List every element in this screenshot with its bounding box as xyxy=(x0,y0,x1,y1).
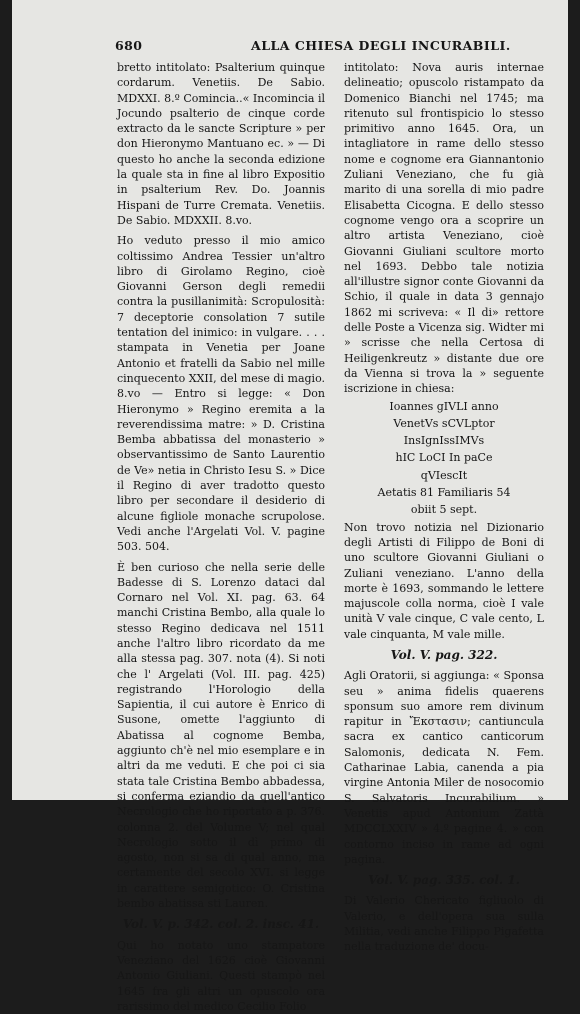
running-title: ALLA CHIESA DEGLI INCURABILI. xyxy=(251,38,511,53)
body-paragraph: intitolato: Nova auris internae delineatio; opuscolo ristampato da Domenico Bianchi nel 1745; ma ritenuto sul frontispicio lo stesso primitivo anno 1645. Ora, un intagliatore in rame dello stesso nome e cognome era Giannantonio Zuliani Veneziano, che fu già marito di una sorella di mio padre Elisabetta Cicogna. E dello stesso cognome vengo ora a scoprire un altro artista Veneziano, cioè Giovanni Giuliani scultore morto nel 1693. Debbo tale notizia all'illustre signor conte Giovanni da Schio, il quale in data 3 gennajo 1862 mi scriveva: « Il di» rettore delle Poste a Vicenza sig. Widter mi » scrisse che nella Certosa di Heiligenkreutz » distante due ore da Vienna si trova la » seguente iscrizione in chiesa: xyxy=(344,61,544,396)
body-paragraph: bretto intitolato: Psalterium quinque cordarum. Venetiis. De Sabio. MDXXI. 8.º Comincia..« Incomincia il Jocundo psalterio de cinque corde extracto da le sancte Scripture » per don Hieronymo Mantuano ec. » — Di questo ho anche la seconda edizione la quale sta in fine al libro Expositio in psalterium Rev. Do. Joannis Hispani de Turre Cremata. Venetiis. De Sabio. MDXXII. 8.vo. xyxy=(117,61,325,227)
inscription-line: hIC LoCI In paCe xyxy=(395,451,493,465)
inscription-line: Ioannes gIVLI anno xyxy=(389,399,499,413)
left-column xyxy=(117,60,325,1014)
inscription-line: Aetatis 81 Familiaris 54 xyxy=(377,486,511,500)
inscription-line: qVIescIt xyxy=(420,468,468,482)
right-column xyxy=(344,60,544,955)
body-paragraph: Agli Oratorii, si aggiunga: « Sponsa seu » anima fidelis quaerens sponsum suo amore rem divinum rapitur in Ἔκστασιν; cantiuncula sacra ex cantico canticorum Salomonis, dedicata N. Fem. Catharinae Labia, canenda a pia virgine Antonia Miler de nosocomio S. Salvatoris Incurabilium. » Venetiis apud Antonium Zattà MDCCLXXIV » 4.º pagine 4. » con contorno inciso in rame ad ogni pagina. xyxy=(344,669,544,866)
body-paragraph: Di Valerio Chericato figliuolo di Valerio, e dell'opera sua sulla Militia, vedi anche Filippo Pigafetta nella traduzione de' docu- xyxy=(344,894,544,954)
body-paragraph: Qui ho notato uno stampatore Veneziano del 1626 cioè Giovanni Antonio Giuliani. Questi stampò nel 1645 fra gli altri un opuscolo ora rarissimo del medico Cecilio Folio xyxy=(117,938,325,1013)
inscription-line: obiit 5 sept. xyxy=(410,503,478,517)
section-reference-heading: Vol. V. p. 342. col. 2. insc. 41. xyxy=(122,917,320,932)
body-paragraph: È ben curioso che nella serie delle Badesse di S. Lorenzo dataci dal Cornaro nel Vol. XI. pag. 63. 64 manchi Cristina Bembo, alla quale lo stesso Regino dedicava nel 1511 anche l'altro libro ricordato da me alla stessa pag. 307. nota (4). Si noti che l' Argelati (Vol. III. pag. 425) registrando l'Horologio della Sapientia, il cui autore è Enrico di Susone, omette l'aggiunto di Abatissa al cognome Bemba, aggiunto ch'è nel mio esemplare e in altri da me veduti. E che poi ci sia stata tale Cristina Bembo abbadessa, si conferma eziandio da quell'antico Necrologio che ho riportato a p. 376. colonna 2. del Volume V; nel qual Necrologio sotto il dì primo di agosto, non si sa di qual anno, ma certamente del secolo XVI. si legge in carattere semigotico: O. Cristina bembo abatissa sti Lauren. xyxy=(117,560,325,911)
inscription-line: VenetVs sCVLptor xyxy=(393,416,495,430)
section-reference-heading: Vol. V. pag. 322. xyxy=(390,647,498,662)
body-paragraph: Ho veduto presso il mio amico coltissimo Andrea Tessier un'altro libro di Girolamo Regino, cioè Giovanni Gerson degli remedii contra la pusillanimità: Scropulosità: 7 deceptorie consolation 7 sutile tentation del inimico: in vulgare. . . . stampata in Venetia per Joane Antonio et fratelli da Sabio nel mille cinquecento XXII, del mese di magio. 8.vo — Entro si legge: « Don Hieronymo » Regino eremita a la reverendissima matre: » D. Cristina Bemba abbatissa del monasterio » observantissimo de Santo Laurentio de Ve» netia in Christo Iesu S. » Dice il Regino di aver tradotto questo libro per secondare il desiderio di alcune figliole monache scrupolose. Vedi anche l'Argelati Vol. V. pagine 503. 504. xyxy=(117,234,325,554)
body-paragraph: Non trovo notizia nel Dizionario degli Artisti di Filippo de Boni di uno scultore Giovanni Giuliani o Zuliani veneziano. L'anno della morte è 1693, sommando le lettere majuscole colla norma, cioè I vale unità V vale cinque, C vale cento, L vale cinquanta, M vale mille. xyxy=(344,520,544,641)
book-page xyxy=(12,0,568,1013)
section-reference-heading: Vol. V. pag. 335. col. 1. xyxy=(368,873,520,888)
page-number: 680 xyxy=(115,38,143,53)
inscription-line: InsIgnIssIMVs xyxy=(403,434,485,448)
